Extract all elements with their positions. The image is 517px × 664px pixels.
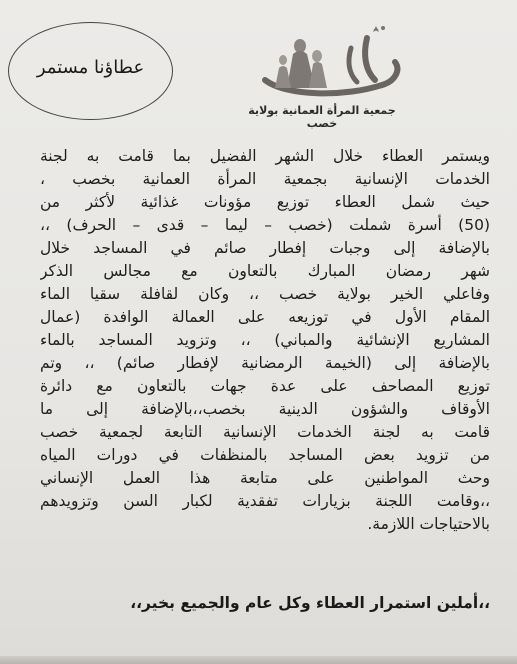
association-logo [255,18,405,103]
motto-oval [8,22,173,120]
body-line: بالإضافة إلى وجبات إفطار صائم في المساجد خلال [40,239,490,257]
logo-caption: جمعية المرأة العمانية بولاية خصب [248,104,396,130]
body-line: بالاحتياجات اللازمة. [367,515,490,533]
body-line: حيث شمل العطاء توزيع مؤونات غذائية لأكثر من [40,193,490,211]
body-line: المقام الأول في توزيعه على العمالة الوافدة (عمال [40,308,490,326]
page-edge [0,656,517,664]
body-line: (50) أسرة شملت (خصب – ليما – قدى – الحرف) ،، [40,216,490,234]
body-line: من تزويد بعض المساجد بالمنظفات في دورات المياه [40,446,490,464]
body-line: قامت به لجنة الخدمات الإنسانية التابعة لجمعية خصب [40,423,490,441]
body-line: شهر رمضان المبارك بالتعاون مع مجالس الذكر [40,262,490,280]
motto-text: عطاؤنا مستمر [36,57,145,78]
body-line: المشاريع الإنشائية والمباني) ،، وتزويد المساجد بالماء [40,331,490,349]
body-line: الأوقاف والشؤون الدينية بخصب،،بالإضافة إلى ما [40,400,490,418]
body-line: ويستمر العطاء خلال الشهر الفضيل بما قامت به لجنة [40,147,490,165]
body-line: توزيع المصاحف على عدة جهات بالتعاون مع دائرة [40,377,490,395]
body-line: ،،وقامت اللجنة بزيارات تفقدية لكبار السن وتزويدهم [40,492,490,510]
body-line: وفاعلي الخير بولاية خصب ،، وكان لقافلة سقيا الماء [40,285,490,303]
article-body [40,145,490,536]
body-line: وحث المواطنين على متابعة هذا العمل الإنساني [40,469,490,487]
body-line: الخدمات الإنسانية بجمعية المرأة العمانية بخصب ، [40,170,490,188]
closing-line: ،،أملين استمرار العطاء وكل عام والجميع بخير،، [130,594,490,612]
body-line: بالإضافة إلى (الخيمة الرمضانية لإفطار صائم) ،، وتم [40,354,490,372]
